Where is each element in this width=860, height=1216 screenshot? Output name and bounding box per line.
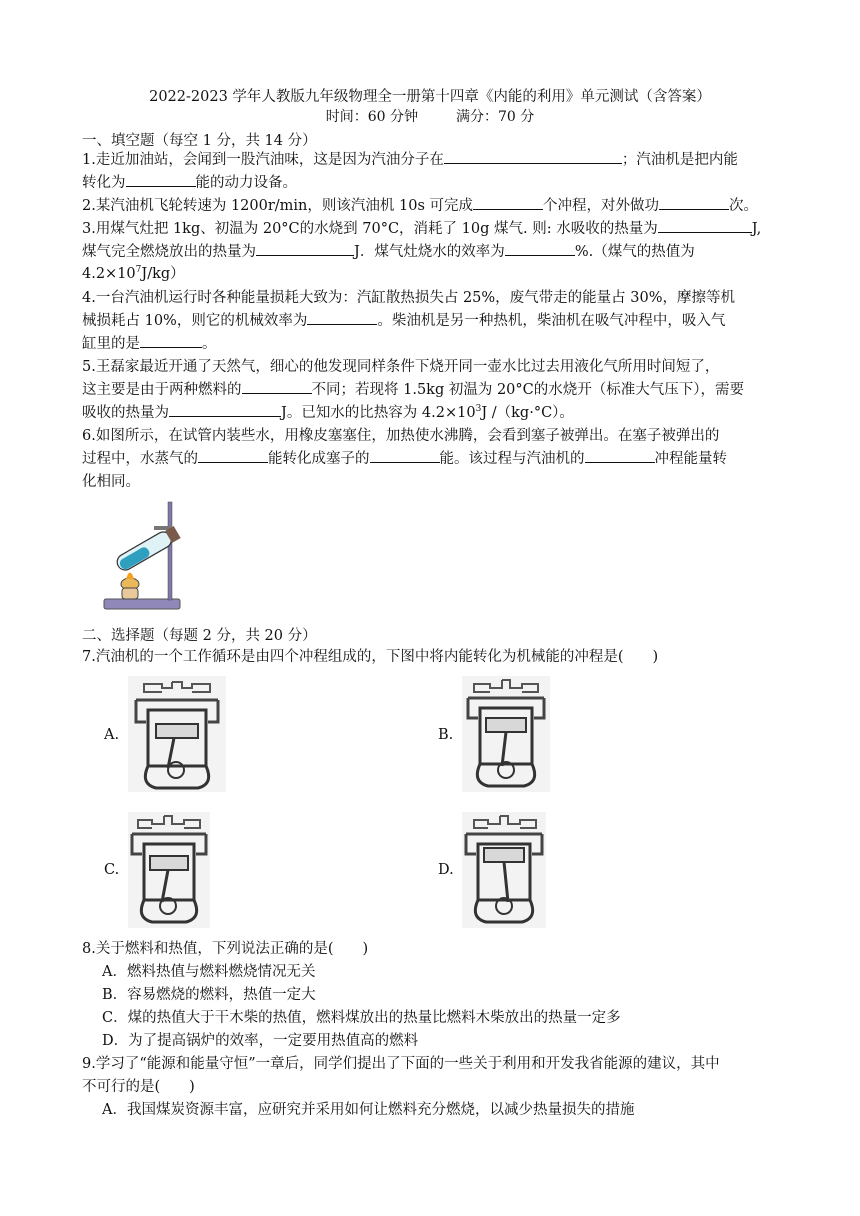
question-6-line-3: 化相同。 bbox=[82, 474, 140, 490]
answer-blank[interactable] bbox=[444, 149, 622, 164]
question-3-line-3: $4.2\times 10^7J/kg$） bbox=[82, 265, 185, 282]
question-8-option-c[interactable]: C．煤的热值大于干木柴的热值，燃料煤放出的热量比燃料木柴放出的热量一定多 bbox=[102, 1010, 621, 1026]
option-d-label[interactable]: D. bbox=[438, 862, 454, 878]
question-9-stem-line-1: 9.学习了“能源和能量守恒”一章后，同学们提出了下面的一些关于利用和开发我省能源的建议，其中 bbox=[82, 1056, 720, 1072]
question-8-stem: 8.关于燃料和热值，下列说法正确的是( ) bbox=[82, 941, 369, 957]
time-limit: 时间：60 分钟 bbox=[325, 109, 418, 125]
question-4-line-3: 缸里的是 。 bbox=[82, 333, 782, 355]
test-tube-heating-illustration bbox=[100, 496, 186, 612]
answer-blank[interactable] bbox=[126, 172, 196, 187]
answer-blank[interactable] bbox=[473, 195, 543, 210]
engine-stroke-a-diagram bbox=[128, 676, 226, 792]
answer-blank[interactable] bbox=[505, 241, 575, 256]
answer-blank[interactable] bbox=[198, 448, 268, 463]
question-8-option-a[interactable]: A．燃料热值与燃料燃烧情况无关 bbox=[102, 964, 316, 980]
question-8-option-d[interactable]: D．为了提高锅炉的效率，一定要用热值高的燃料 bbox=[102, 1033, 419, 1049]
answer-blank[interactable] bbox=[585, 448, 655, 463]
option-a-label[interactable]: A. bbox=[104, 727, 120, 743]
answer-blank[interactable] bbox=[659, 195, 729, 210]
question-5-line-2: 这主要是由于两种燃料的 不同；若现将 1.5kg 初温为 20°C的水烧开（标准大气压下），需要 bbox=[82, 379, 782, 401]
answer-blank[interactable] bbox=[370, 448, 440, 463]
page-title: 2022-2023 学年人教版九年级物理全一册第十四章《内能的利用》单元测试（含答案） bbox=[149, 89, 711, 105]
engine-stroke-c-diagram bbox=[128, 812, 210, 928]
question-4-line-1: 4.一台汽油机运行时各种能量损耗大致为：汽缸散热损失占 25%，废气带走的能量占 30%，摩擦等机 bbox=[82, 290, 736, 306]
full-score: 满分：70 分 bbox=[456, 109, 535, 125]
question-4-line-2: 械损耗占 10%，则它的机械效率为 。柴油机是另一种热机，柴油机在吸气冲程中，吸入气 bbox=[82, 310, 782, 332]
answer-blank[interactable] bbox=[256, 241, 354, 256]
answer-blank[interactable] bbox=[658, 218, 752, 233]
answer-blank[interactable] bbox=[140, 333, 202, 348]
question-1-line-1: 1.走近加油站，会闻到一股汽油味，这是因为汽油分子在 ；汽油机是把内能 bbox=[82, 149, 782, 171]
option-c-label[interactable]: C. bbox=[104, 862, 120, 878]
question-5-line-1: 5.王磊家最近开通了天然气，细心的他发现同样条件下烧开同一壶水比过去用液化气所用时间短了， bbox=[82, 359, 720, 375]
section-heading-choice: 二、选择题（每题 2 分，共 20 分） bbox=[82, 628, 317, 644]
question-7-stem: 7.汽油机的一个工作循环是由四个冲程组成的，下图中将内能转化为机械能的冲程是( ) bbox=[82, 649, 659, 665]
question-9-stem-line-2: 不可行的是( ) bbox=[82, 1079, 195, 1095]
answer-blank[interactable] bbox=[307, 310, 377, 325]
answer-blank[interactable] bbox=[242, 379, 312, 394]
question-9-option-a[interactable]: A．我国煤炭资源丰富，应研究并采用如何让燃料充分燃烧，以减少热量损失的措施 bbox=[102, 1102, 635, 1118]
answer-blank[interactable] bbox=[169, 402, 281, 417]
option-b-label[interactable]: B. bbox=[438, 727, 454, 743]
question-1-line-2: 转化为 能的动力设备。 bbox=[82, 172, 782, 194]
engine-stroke-d-diagram bbox=[462, 812, 546, 928]
engine-stroke-b-diagram bbox=[462, 676, 550, 792]
question-5-line-3: 吸收的热量为 J。已知水的比热容为 $4.2\times 10^3J$ /（kg·°C）。 bbox=[82, 402, 782, 424]
question-2: 2.某汽油机飞轮转速为 1200r/min，则该汽油机 10s 可完成 个冲程，对外做功 次。 bbox=[82, 195, 782, 217]
question-6-line-2: 过程中，水蒸气的 能转化成塞子的 能。该过程与汽油机的 冲程能量转 bbox=[82, 448, 782, 470]
question-8-option-b[interactable]: B．容易燃烧的燃料，热值一定大 bbox=[102, 987, 316, 1003]
question-6-line-1: 6.如图所示，在试管内装些水，用橡皮塞塞住，加热使水沸腾，会看到塞子被弹出。在塞子被弹出的 bbox=[82, 428, 720, 444]
question-3-line-1: 3.用煤气灶把 1kg、初温为 20°C的水烧到 70°C，消耗了 10g 煤气. 则: 水吸收的热量为 J, bbox=[82, 218, 782, 240]
question-3-line-2: 煤气完全燃烧放出的热量为 J．煤气灶烧水的效率为 %.（煤气的热值为 bbox=[82, 241, 782, 263]
exam-info bbox=[0, 106, 860, 126]
section-heading-fill: 一、填空题（每空 1 分，共 14 分） bbox=[82, 133, 317, 149]
